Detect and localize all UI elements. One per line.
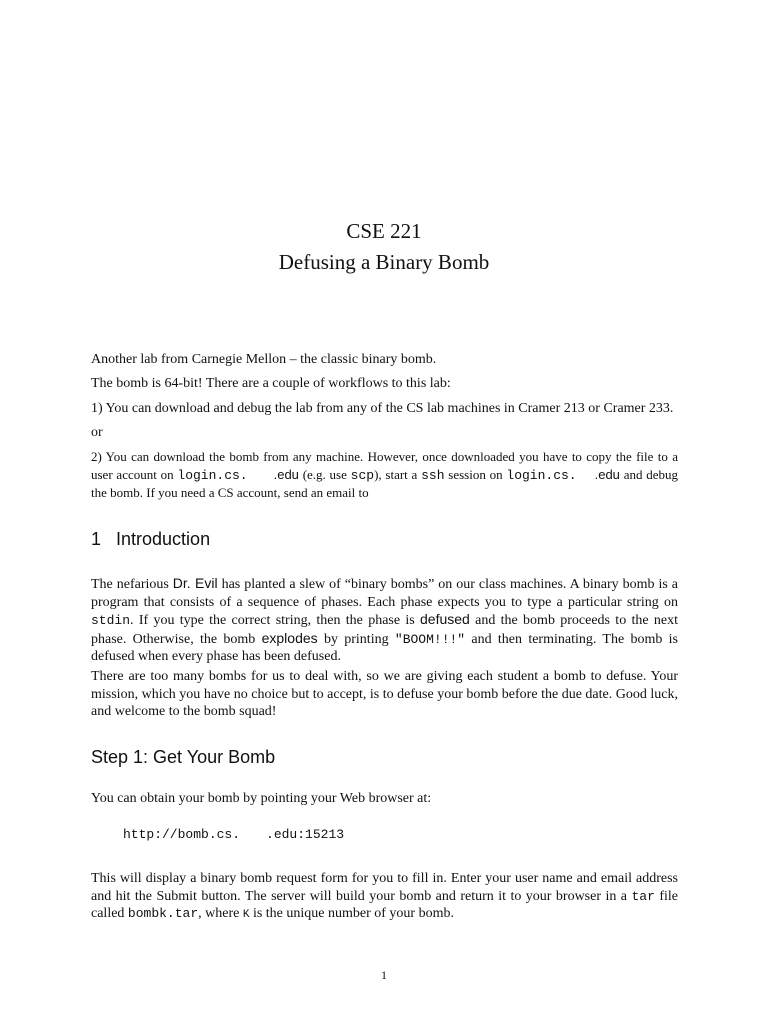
intro-paragraph-1: [91, 575, 678, 666]
step1-p2-d: is the unique number of your bomb.: [249, 906, 454, 921]
edu-1: .edu: [273, 466, 299, 482]
ssh-command: ssh: [421, 467, 445, 483]
section-title: Introduction: [116, 529, 211, 549]
workflow-or: or: [91, 425, 103, 440]
bomb-url: [123, 827, 344, 842]
dr-evil: Dr. Evil: [172, 575, 218, 591]
boom-string: "BOOM!!!": [394, 631, 466, 647]
edu-2: .edu: [594, 466, 620, 482]
defused: defused: [420, 611, 470, 627]
tar-file: tar: [631, 888, 655, 904]
workflow-1: 1) You can download and debug the lab from any of the CS lab machines in Cramer 213 or Cramer 233.: [91, 401, 674, 416]
page-number: 1: [381, 968, 387, 982]
stdin: stdin: [91, 613, 131, 628]
workflow-2: [91, 448, 678, 502]
host-2: login.cs.: [506, 467, 577, 483]
intro-p1-f: and then terminating. The bomb is defused when every phase has been defused.: [91, 631, 678, 664]
step1-p2-c: , where: [198, 906, 243, 921]
intro-p1-d: and the bomb proceeds to the next phase. Otherwise, the bomb: [91, 613, 678, 647]
step1-paragraph-1: You can obtain your bomb by pointing your Web browser at:: [91, 791, 432, 806]
step1-p2-a: This will display a binary bomb request form for you to fill in. Enter your user name and email address and hit the Submit button. The server will build your bomb and return it to your browser in a: [91, 871, 678, 904]
intro-paragraph-2: There are too many bombs for us to deal with, so we are giving each student a bomb to defuse. Your mission, which you have no choice but to accept, is to defuse your bomb before the due date. Good luck, and welcome to the bomb squad!: [91, 669, 678, 719]
k-variable: K: [242, 909, 250, 921]
section-heading-introduction: [91, 529, 210, 550]
workflow-2-text-b: (e.g. use: [298, 466, 351, 482]
url-part-b: .edu:15213: [266, 827, 345, 842]
host-1: login.cs.: [177, 467, 248, 483]
url-part-a: http://bomb.cs.: [123, 827, 241, 842]
document-title: Defusing a Binary Bomb: [278, 250, 490, 274]
section-heading-step1: Step 1: Get Your Bomb: [91, 747, 276, 767]
intro-p1-b: has planted a slew of “binary bombs” on our class machines. A binary bomb is a program that consists of a sequence of phases. Each phase expects you to type a particular string on: [91, 577, 678, 610]
intro-p1-c: . If you type the correct string, then the phase is: [130, 613, 421, 628]
intro-line-2: The bomb is 64-bit! There are a couple of workflows to this lab:: [91, 376, 451, 391]
step1-p2-b: file called: [91, 888, 679, 921]
step1-paragraph-2: [91, 870, 678, 925]
workflow-2-text-a: 2) You can download the bomb from any machine. However, once downloaded you have to copy the file to a user account on: [91, 449, 678, 482]
intro-line-1: Another lab from Carnegie Mellon – the classic binary bomb.: [91, 352, 437, 367]
scp-command: scp: [350, 467, 375, 483]
title-block: [0, 216, 768, 278]
workflow-2-text-c: ), start a: [374, 466, 422, 482]
intro-p1-a: The nefarious: [91, 577, 173, 592]
bombk-tar: bombk.tar: [127, 906, 199, 921]
course-title: CSE 221: [346, 219, 422, 243]
workflow-2-text-d: session on: [444, 466, 507, 482]
section-number: 1: [91, 529, 102, 549]
workflow-2-text-e: and debug the bomb. If you need a CS account, send an email to: [91, 466, 678, 500]
explodes: explodes: [261, 629, 318, 646]
intro-p1-e: by printing: [317, 631, 395, 647]
